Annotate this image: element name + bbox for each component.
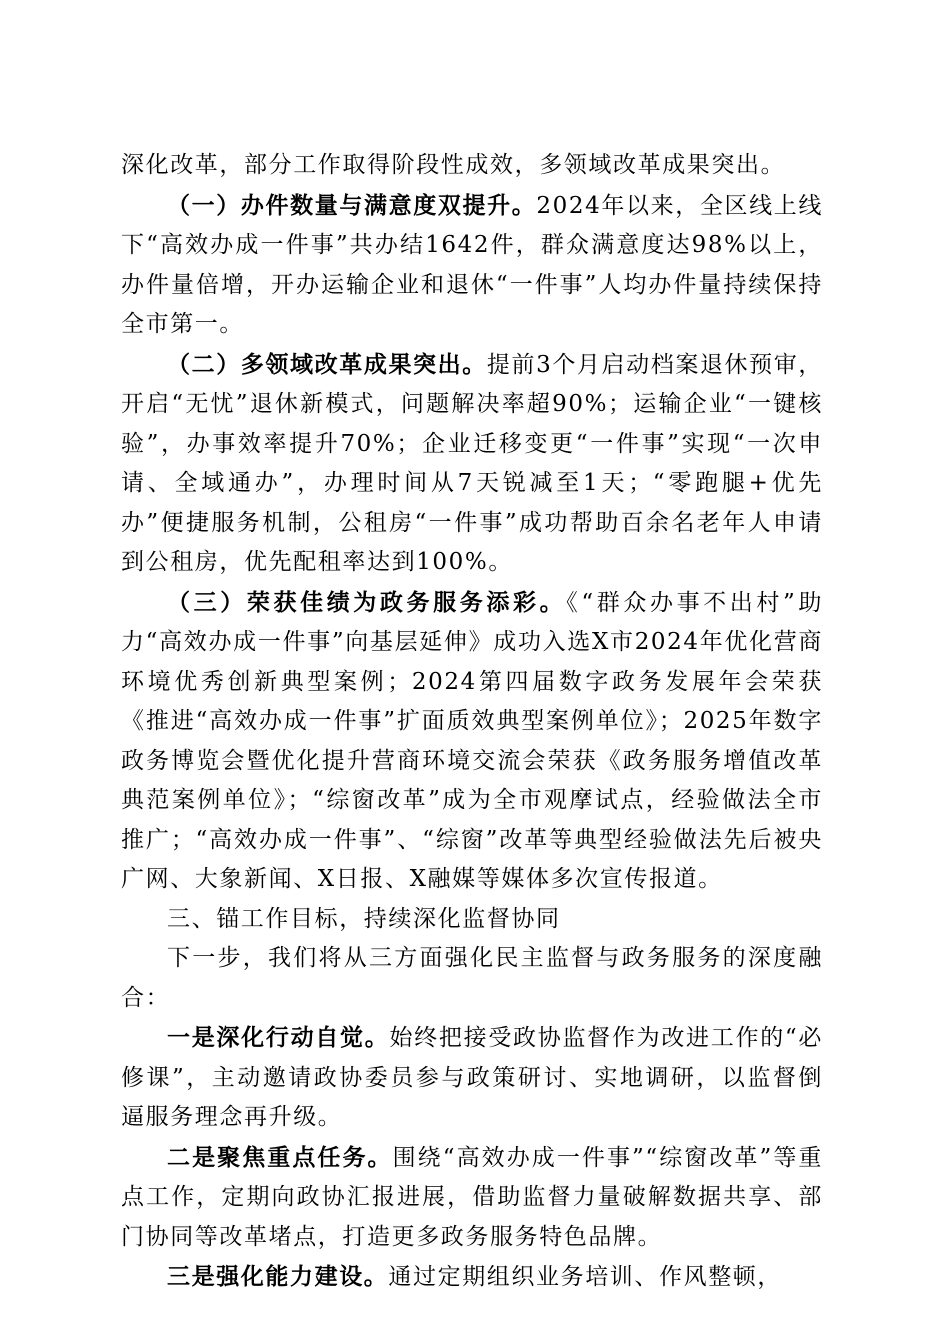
document-body xyxy=(121,146,823,1298)
item-paragraph-2 xyxy=(121,345,823,583)
measure-paragraph-3 xyxy=(121,1257,823,1298)
item-body-2: 提前3个月启动档案退休预审，开启“无忧”退休新模式，问题解决率超90%；运输企业“一键核验”，办事效率提升70%；企业迁移变更“一件事”实现“一次申请、全域通办”，办理时间从7天锐减至1天；“零跑腿+优先办”便捷服务机制，公租房“一件事”成功帮助百余名老年人申请到公租房，优先配租率达到100%。 xyxy=(121,351,823,575)
measure-body-2: 围绕“高效办成一件事”“综窗改革”等重点工作，定期向政协汇报进展，借助监督力量破解数据共享、部门协同等改革堵点，打造更多政务服务特色品牌。 xyxy=(121,1144,823,1250)
measure-body-1: 始终把接受政协监督作为改进工作的“必修课”，主动邀请政协委员参与政策研讨、实地调研，以监督倒逼服务理念再升级。 xyxy=(121,1025,823,1130)
measure-lead-2: 二是聚焦重点任务。 xyxy=(167,1143,393,1171)
item-paragraph-1 xyxy=(121,186,823,345)
item-lead-2: （二）多领域改革成果突出。 xyxy=(167,350,487,378)
intro-text: 深化改革，部分工作取得阶段性成效，多领域改革成果突出。 xyxy=(121,152,786,178)
measure-body-3: 通过定期组织业务培训、作风整顿， xyxy=(388,1264,783,1290)
measure-paragraph-2 xyxy=(121,1138,823,1258)
item-lead-3: （三）荣获佳绩为政务服务添彩。 xyxy=(167,588,567,616)
section-heading: 三、锚工作目标，持续深化监督协同 xyxy=(167,905,561,932)
measure-lead-1: 一是深化行动自觉。 xyxy=(167,1024,390,1051)
measure-paragraph-1 xyxy=(121,1018,823,1138)
item-body-3: 《“群众办事不出村”助力“高效办成一件事”向基层延伸》成功入选X市2024年优化营商环境优秀创新典型案例；2024第四届数字政务发展年会荣获《推进“高效办成一件事”扩面质效典型案例单位》；2025年数字政务博览会暨优化提升营商环境交流会荣获《政务服务增值改革典范案例单位》；“综窗改革”成为全市观摩试点，经验做法全市推广；“高效办成一件事”、“综窗”改革等典型经验做法先后被央广网、大象新闻、X日报、X融媒等媒体多次宣传报道。 xyxy=(121,589,824,892)
intro-paragraph xyxy=(121,146,823,186)
section-intro-text: 下一步，我们将从三方面强化民主监督与政务服务的深度融合： xyxy=(121,945,823,1011)
section-intro-paragraph xyxy=(121,939,823,1018)
item-body-1: 2024年以来，全区线上线下“高效办成一件事”共办结1642件，群众满意度达98%以上，办件量倍增，开办运输企业和退休“一件事”人均办件量持续保持全市第一。 xyxy=(121,192,824,337)
measure-lead-3: 三是强化能力建设。 xyxy=(167,1263,389,1290)
item-lead-1: （一）办件数量与满意度双提升。 xyxy=(167,191,537,219)
item-paragraph-3 xyxy=(121,583,823,900)
